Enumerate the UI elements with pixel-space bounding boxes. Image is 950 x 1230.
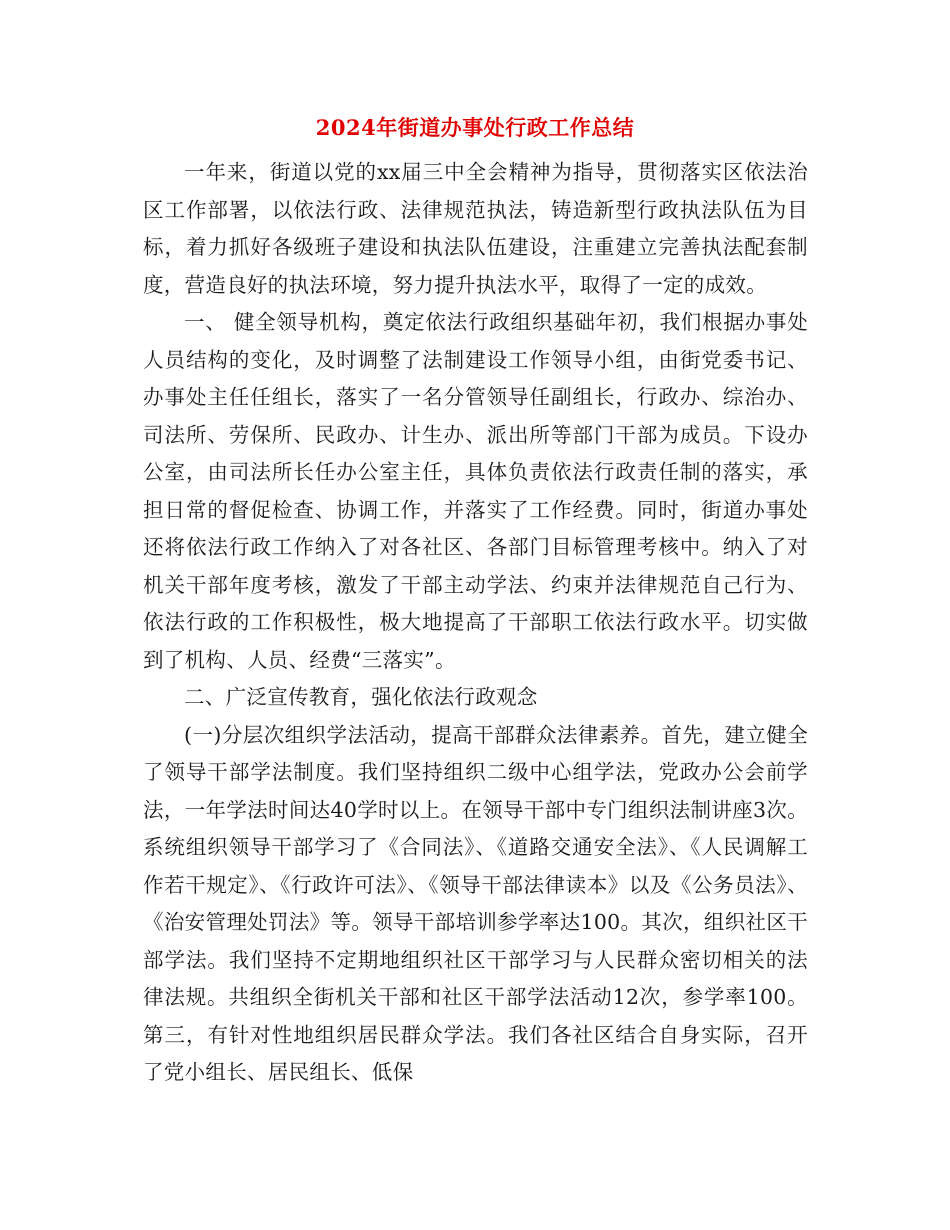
document-body xyxy=(143,154,808,1092)
paragraph-section-2-1: (一)分层次组织学法活动，提高干部群众法律素养。首先，建立健全了领导干部学法制度。我们坚持组织二级中心组学法，党政办公会前学法，一年学法时间达40学时以上。在领导干部中专门组织法制讲座3次。系统组织领导干部学习了《合同法》、《道路交通安全法》、《人民调解工作若干规定》、《行政许可法》、《领导干部法律读本》以及《公务员法》、《治安管理处罚法》等。领导干部培训参学率达100。其次，组织社区干部学法。我们坚持不定期地组织社区干部学习与人民群众密切相关的法律法规。共组织全街机关干部和社区干部学法活动12次，参学率100。第三，有针对性地组织居民群众学法。我们各社区结合自身实际，召开了党小组长、居民组长、低保 xyxy=(143,722,808,1084)
paragraph-intro: 一年来，街道以党的xx届三中全会精神为指导，贯彻落实区依法治区工作部署，以依法行政、法律规范执法，铸造新型行政执法队伍为目标，着力抓好各级班子建设和执法队伍建设，注重建立完善执法配套制度，营造良好的执法环境，努力提升执法水平，取得了一定的成效。 xyxy=(143,160,808,297)
document-title: 2024年街道办事处行政工作总结 xyxy=(315,115,635,140)
paragraph-section-1: 一、 健全领导机构，奠定依法行政组织基础年初，我们根据办事处人员结构的变化，及时调整了法制建设工作领导小组，由街党委书记、办事处主任任组长，落实了一名分管领导任副组长，行政办、综治办、司法所、劳保所、民政办、计生办、派出所等部门干部为成员。下设办公室，由司法所长任办公室主任，具体负责依法行政责任制的落实，承担日常的督促检查、协调工作，并落实了工作经费。同时，街道办事处还将依法行政工作纳入了对各社区、各部门目标管理考核中。纳入了对机关干部年度考核，激发了干部主动学法、约束并法律规范自己行为、依法行政的工作积极性，极大地提高了干部职工依法行政水平。切实做到了机构、人员、经费“三落实”。 xyxy=(143,310,808,672)
paragraph-section-2-heading: 二、广泛宣传教育，强化依法行政观念 xyxy=(184,685,538,709)
